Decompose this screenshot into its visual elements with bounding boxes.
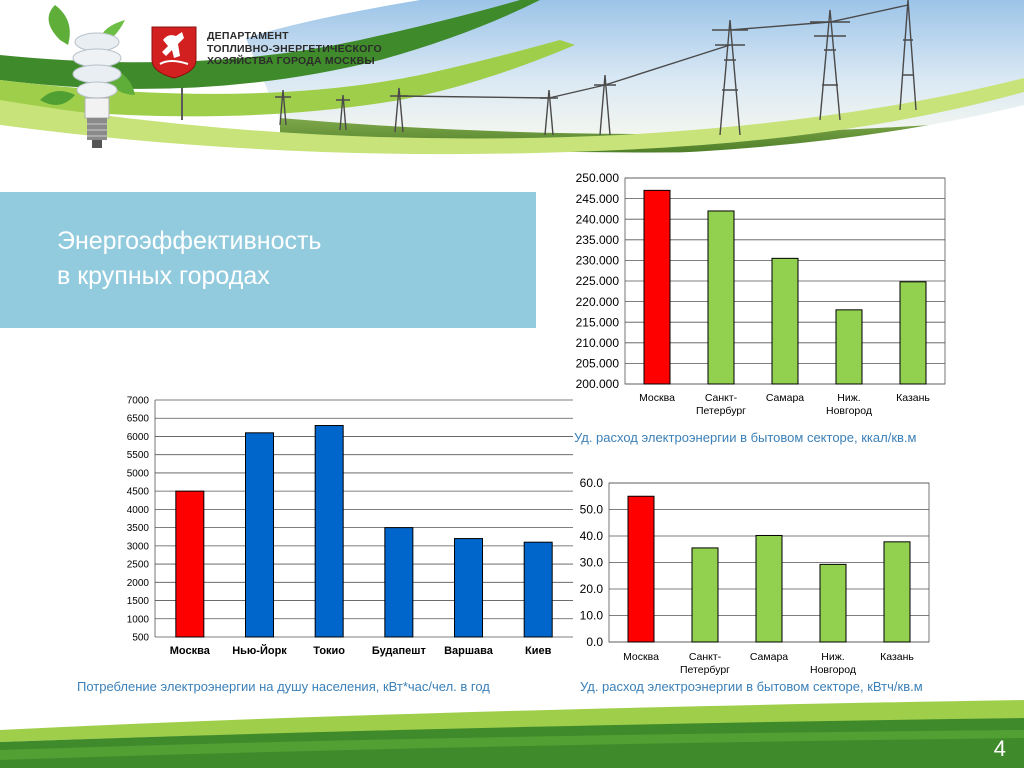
- caption-kcal: Уд. расход электроэнергии в бытовом секторе, ккал/кв.м: [574, 430, 917, 445]
- x-tick-label: Самара: [749, 651, 789, 663]
- y-tick-label: 2000: [126, 577, 149, 589]
- footer-waves: [0, 690, 1024, 768]
- x-tick-label: Самара: [765, 392, 805, 404]
- chart-kcal: [555, 168, 955, 428]
- y-tick-label: 1500: [126, 596, 149, 608]
- y-tick-label: 5500: [126, 450, 149, 462]
- x-tick-label: Москва: [623, 651, 659, 663]
- x-tick-label: Ниж. Новгород: [825, 392, 873, 418]
- bar: [692, 548, 718, 642]
- y-tick-label: 220.000: [575, 294, 619, 309]
- y-tick-label: 50.0: [579, 502, 603, 517]
- bar: [455, 539, 483, 637]
- slide-title-line-1: Энергоэффективность: [57, 227, 322, 255]
- bar: [524, 542, 552, 637]
- y-tick-label: 60.0: [579, 476, 603, 491]
- x-tick-label: Токио: [313, 645, 346, 657]
- caption-per-capita: Потребление электроэнергии на душу населения, кВт*час/чел. в год: [77, 679, 490, 694]
- bar: [756, 535, 782, 642]
- bar: [644, 190, 670, 384]
- y-tick-label: 6000: [126, 431, 149, 443]
- y-tick-label: 5000: [126, 468, 149, 480]
- x-tick-label: Москва: [169, 645, 210, 657]
- y-tick-label: 20.0: [579, 582, 603, 597]
- x-tick-label: Санкт-Петербург: [680, 651, 730, 677]
- chart-per-capita-svg: [55, 392, 552, 672]
- y-tick-label: 250.000: [575, 171, 619, 186]
- bar: [385, 528, 413, 637]
- title-panel: [0, 192, 536, 328]
- y-tick-label: 7000: [126, 395, 149, 407]
- chart-kcal-svg: [555, 168, 955, 428]
- y-tick-label: 30.0: [579, 555, 603, 570]
- y-tick-label: 215.000: [575, 315, 619, 330]
- header-background: [0, 0, 1024, 165]
- bar: [820, 564, 846, 642]
- x-tick-label: Варшава: [444, 645, 493, 657]
- x-tick-label: Киев: [525, 645, 552, 657]
- chart-kwh-svg: [555, 472, 955, 684]
- x-tick-label: Ниж. Новгород: [809, 651, 857, 677]
- y-tick-label: 3000: [126, 541, 149, 553]
- chart-per-capita: [55, 392, 552, 672]
- x-tick-label: Москва: [639, 392, 675, 404]
- logo-line-1: ДЕПАРТАМЕНТ: [207, 30, 289, 42]
- bar: [315, 426, 343, 637]
- y-tick-label: 1000: [126, 614, 149, 626]
- y-tick-label: 245.000: [575, 191, 619, 206]
- bar: [836, 310, 862, 384]
- y-tick-label: 4000: [126, 504, 149, 516]
- y-tick-label: 240.000: [575, 212, 619, 227]
- bar: [884, 542, 910, 642]
- bar: [176, 491, 204, 637]
- moscow-emblem-icon: [152, 27, 196, 78]
- bar: [246, 433, 274, 637]
- y-tick-label: 0.0: [586, 635, 603, 650]
- logo-line-3: ХОЗЯЙСТВА ГОРОДА МОСКВЫ: [207, 55, 375, 67]
- slide-title: [57, 224, 321, 294]
- slide-title-line-2: в крупных городах: [57, 262, 270, 290]
- footer-banner: [0, 690, 1024, 768]
- y-tick-label: 500: [132, 632, 149, 644]
- x-tick-label: Нью-Йорк: [232, 645, 287, 657]
- x-tick-label: Казань: [880, 651, 914, 663]
- header-banner: [0, 0, 1024, 165]
- department-logo-text: [207, 30, 382, 68]
- logo-line-2: ТОПЛИВНО-ЭНЕРГЕТИЧЕСКОГО: [207, 42, 382, 55]
- y-tick-label: 40.0: [579, 529, 603, 544]
- x-tick-label: Казань: [896, 392, 930, 404]
- y-tick-label: 205.000: [575, 356, 619, 371]
- bar: [900, 282, 926, 384]
- y-tick-label: 4500: [126, 486, 149, 498]
- y-tick-label: 235.000: [575, 233, 619, 247]
- chart-kwh: [555, 472, 955, 684]
- y-tick-label: 225.000: [575, 274, 619, 289]
- y-tick-label: 10.0: [579, 608, 603, 623]
- page-number: 4: [993, 736, 1006, 761]
- caption-kwh: Уд. расход электроэнергии в бытовом секторе, кВтч/кв.м: [580, 679, 923, 694]
- y-tick-label: 200.000: [575, 377, 619, 392]
- y-tick-label: 2500: [126, 559, 149, 571]
- bar: [772, 258, 798, 384]
- bar: [628, 496, 654, 642]
- y-tick-label: 230.000: [575, 253, 619, 268]
- x-tick-label: Будапешт: [371, 645, 426, 657]
- y-tick-label: 210.000: [575, 336, 619, 350]
- y-tick-label: 3500: [126, 523, 149, 535]
- y-tick-label: 6500: [126, 413, 149, 425]
- bar: [708, 211, 734, 384]
- x-tick-label: Санкт-Петербург: [696, 392, 746, 418]
